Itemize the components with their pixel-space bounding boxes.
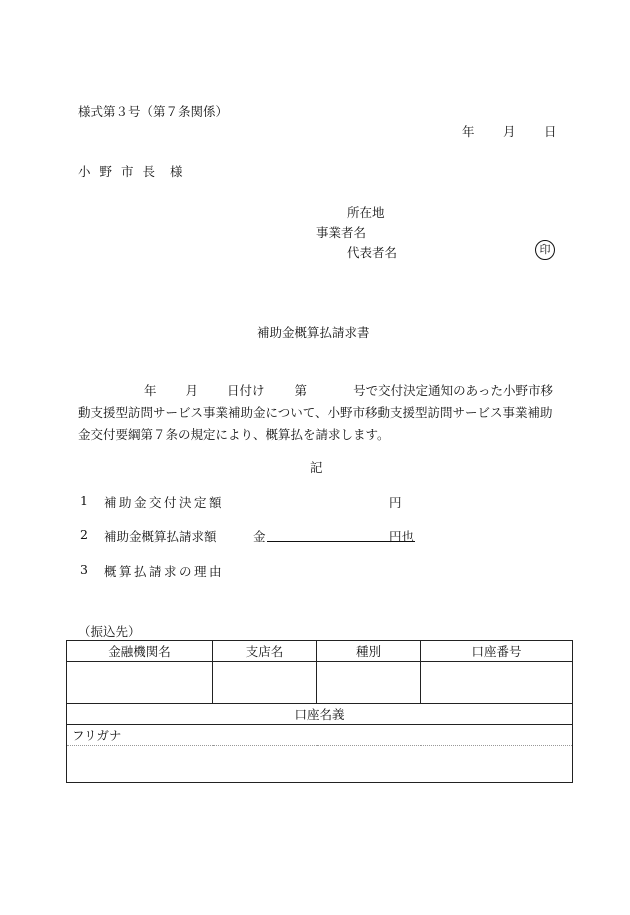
col-account-number: 口座番号 (421, 641, 573, 662)
addressee-suffix: 様 (170, 164, 183, 179)
bank-input-row (67, 662, 573, 704)
item-3-label: 概算払請求の理由 (104, 564, 225, 579)
item-3-number: 3 (80, 562, 88, 577)
addressee: 小野市長 (78, 164, 165, 179)
amount-underline (267, 541, 415, 542)
bank-heading: （振込先） (78, 624, 141, 639)
seal-mark: 印 (535, 240, 555, 260)
furigana-label: フリガナ (67, 725, 573, 746)
body-text: 号で交付決定通知のあった小野市移動支援型訪問サービス事業補助金について、小野市移動支援型訪問サービス事業補助金交付要綱第７条の規定により、概算払を請求します。 (78, 383, 553, 442)
furigana-row (67, 725, 573, 746)
business-name-label: 事業者名 (316, 225, 367, 240)
col-account-type: 種別 (317, 641, 421, 662)
branch-name-field[interactable] (213, 662, 317, 704)
item-1-number: 1 (80, 493, 88, 508)
item-2-label: 補助金概算払請求額 (104, 529, 217, 544)
body-month: 月 (185, 383, 199, 398)
col-bank-name: 金融機関名 (67, 641, 213, 662)
bank-table (66, 640, 573, 783)
account-holder-field[interactable] (67, 746, 573, 783)
bank-header-row (67, 641, 573, 662)
body-year: 年 (144, 383, 157, 398)
account-name-label: 口座名義 (67, 704, 573, 725)
form-number: 様式第３号（第７条関係） (78, 104, 229, 119)
item-1-unit: 円 (389, 495, 402, 510)
body-dated: 日付け (227, 383, 265, 398)
body-dai: 第 (294, 383, 308, 398)
col-branch-name: 支店名 (213, 641, 317, 662)
account-type-field[interactable] (317, 662, 421, 704)
account-name-row (67, 704, 573, 725)
item-2-number: 2 (80, 527, 88, 542)
ki-heading: 記 (310, 460, 323, 475)
account-number-field[interactable] (421, 662, 573, 704)
address-label: 所在地 (347, 205, 385, 220)
representative-label: 代表者名 (347, 245, 398, 260)
document-title: 補助金概算払請求書 (257, 325, 370, 340)
item-2-unit: 円也 (389, 529, 415, 544)
date-year: 年 (462, 124, 475, 139)
date-day: 日 (544, 124, 557, 139)
item-1-label: 補助金交付決定額 (104, 495, 225, 510)
request-paragraph (78, 380, 560, 446)
date-month: 月 (503, 124, 516, 139)
account-holder-row (67, 746, 573, 783)
bank-name-field[interactable] (67, 662, 213, 704)
item-2-prefix: 金 (253, 529, 266, 544)
